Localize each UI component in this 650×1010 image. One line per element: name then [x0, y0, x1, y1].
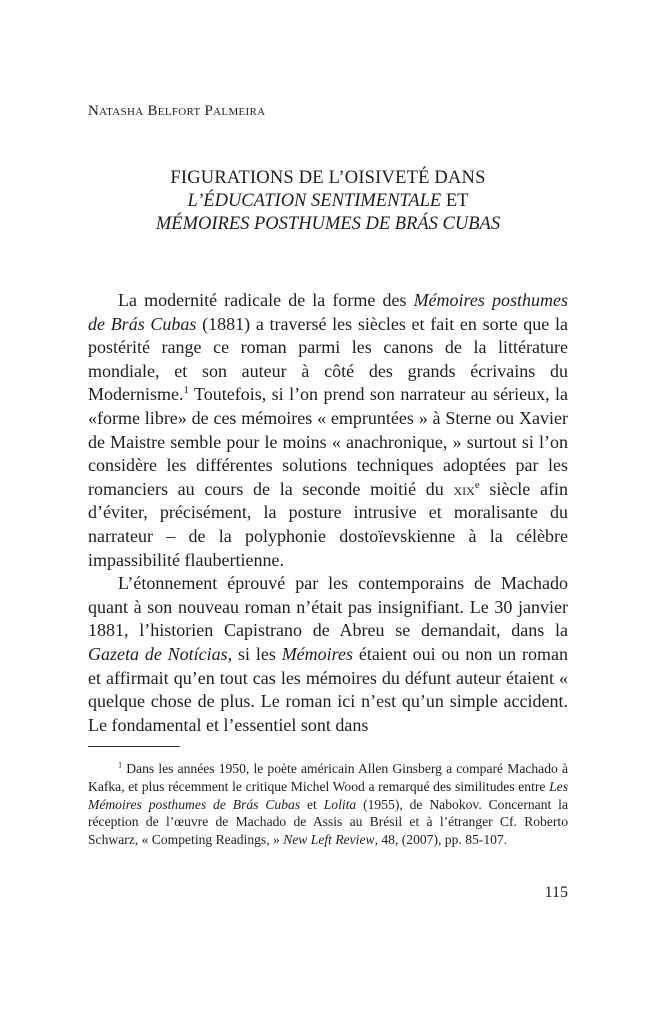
para2-text-1: L’étonnement éprouvé par les contemporains de Machado quant à son nouveau roman n’était pas insignifiant. Le 30 janvier 1881, l’historien Capistrano de Abreu se demandait, dans la: [88, 573, 568, 641]
footnote-reference[interactable]: 1: [183, 384, 189, 397]
footnote-number: 1: [118, 760, 123, 770]
footnote-1: [88, 760, 568, 849]
body-text: [88, 289, 568, 737]
para1-text-2: (1881) a traversé les siècles et fait en sorte que la postérité range ce roman parmi les canons de la littérature mondiale, et son auteur à côté des grands écrivains du Modernisme.: [88, 313, 568, 405]
para2-italic-newspaper: Gazeta de Notícias: [88, 643, 228, 664]
para1-text-4: siècle afin d’éviter, précisément, la posture intrusive et moralisante du narrateur – de la polyphonie dostoïevskienne à la célèbre impassibilité flaubertienne.: [88, 478, 568, 570]
paragraph-2: [88, 572, 568, 737]
century-ordinal: e: [474, 478, 480, 491]
para2-text-3: étaient oui ou non un roman et affirmait qu’en tout cas les mémoires du défunt auteur étaient « quelque chose de plus. Le roman ici n’est qu’un simple accident. Le fondamental et l’essentiel sont dans: [88, 643, 568, 735]
article-title: [88, 167, 568, 236]
title-line-2: [88, 190, 568, 213]
footnote-text-3: (1955), de Nabokov. Concernant la réception de l’œuvre de Machado de Assis au Brésil et à l’étranger Cf. Roberto Schwarz, « Competing Readings, »: [88, 796, 568, 848]
title-connector: ET: [441, 191, 469, 211]
title-line-1: FIGURATIONS DE L’OISIVETÉ DANS: [170, 168, 486, 188]
para1-italic-title: Mémoires posthumes de Brás Cubas: [88, 290, 568, 334]
page-number: 115: [544, 884, 568, 901]
footnote-italic-1: Les Mémoires posthumes de Brás Cubas: [88, 778, 568, 812]
title-line-3: [88, 213, 568, 236]
footnote-text-4: , 48, (2007), pp. 85-107.: [374, 832, 508, 848]
footnote-italic-3: New Left Review: [283, 832, 375, 848]
running-head: Natasha Belfort Palmeira: [88, 103, 266, 119]
footnote-italic-2: Lolita: [323, 796, 357, 812]
footnote-text-2: et: [300, 796, 324, 812]
footnote-text-1: Dans les années 1950, le poète américain Allen Ginsberg a comparé Machado à Kafka, et plus récemment le critique Michel Wood a remarqué des similitudes entre: [88, 761, 568, 794]
para1-text-1: La modernité radicale de la forme des: [118, 290, 414, 310]
paragraph-1: [88, 289, 568, 572]
book-page: [88, 0, 568, 1010]
title-work-1: L’ÉDUCATION SENTIMENTALE: [187, 191, 442, 211]
para2-text-2: , si les: [227, 643, 282, 664]
title-work-2: MÉMOIRES POSTHUMES DE BRÁS CUBAS: [155, 214, 501, 234]
century-numeral: xix: [453, 479, 475, 499]
para2-italic-memoires: Mémoires: [281, 643, 354, 664]
para1-text-3: Toutefois, si l’on prend son narrateur au sérieux, la «forme libre» de ces mémoires « empruntées » à Sterne ou Xavier de Maistre semble pour le moins « anachronique, » surtout si l’on considère les différentes solutions techniques adoptées par les romanciers au cours de la seconde moitié du: [88, 384, 568, 499]
footnote-separator: [88, 746, 180, 747]
